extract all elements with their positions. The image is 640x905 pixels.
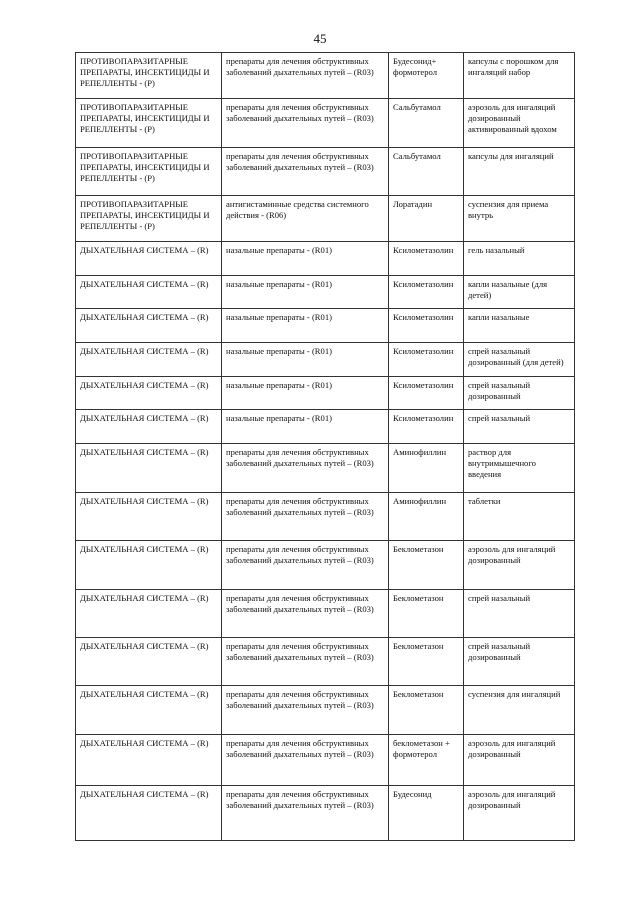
group-cell: ПРОТИВОПАРАЗИТАРНЫЕ ПРЕПАРАТЫ, ИНСЕКТИЦИДЫ И РЕПЕЛЛЕНТЫ - (P) <box>76 148 222 196</box>
substance-cell: Будесонид <box>389 786 464 841</box>
table-row <box>76 686 575 735</box>
substance-cell: Беклометазон <box>389 541 464 590</box>
form-cell: суспензия для ингаляций <box>464 686 575 735</box>
table-row <box>76 410 575 444</box>
group-cell: ПРОТИВОПАРАЗИТАРНЫЕ ПРЕПАРАТЫ, ИНСЕКТИЦИДЫ И РЕПЕЛЛЕНТЫ - (P) <box>76 99 222 148</box>
group-cell: ДЫХАТЕЛЬНАЯ СИСТЕМА – (R) <box>76 493 222 541</box>
subgroup-cell: назальные препараты - (R01) <box>222 309 389 343</box>
form-cell: гель назальный <box>464 242 575 276</box>
subgroup-cell: назальные препараты - (R01) <box>222 410 389 444</box>
substance-cell: Ксилометазолин <box>389 343 464 377</box>
subgroup-cell: препараты для лечения обструктивных заболеваний дыхательных путей – (R03) <box>222 444 389 493</box>
subgroup-cell: препараты для лечения обструктивных заболеваний дыхательных путей – (R03) <box>222 638 389 686</box>
table-row <box>76 541 575 590</box>
form-cell: капсулы с порошком для ингаляций набор <box>464 53 575 99</box>
substance-cell: Будесонид+ формотерол <box>389 53 464 99</box>
group-cell: ДЫХАТЕЛЬНАЯ СИСТЕМА – (R) <box>76 686 222 735</box>
form-cell: суспензия для приема внутрь <box>464 196 575 242</box>
table-row <box>76 148 575 196</box>
substance-cell: Беклометазон <box>389 686 464 735</box>
form-cell: капсулы для ингаляций <box>464 148 575 196</box>
table-row <box>76 444 575 493</box>
subgroup-cell: назальные препараты - (R01) <box>222 242 389 276</box>
substance-cell: Ксилометазолин <box>389 242 464 276</box>
drug-table <box>75 52 575 841</box>
table-row <box>76 786 575 841</box>
table-row <box>76 309 575 343</box>
substance-cell: Беклометазон <box>389 638 464 686</box>
subgroup-cell: препараты для лечения обструктивных заболеваний дыхательных путей – (R03) <box>222 53 389 99</box>
table-row <box>76 638 575 686</box>
group-cell: ДЫХАТЕЛЬНАЯ СИСТЕМА – (R) <box>76 444 222 493</box>
subgroup-cell: препараты для лечения обструктивных заболеваний дыхательных путей – (R03) <box>222 148 389 196</box>
substance-cell: Сальбутамол <box>389 148 464 196</box>
group-cell: ДЫХАТЕЛЬНАЯ СИСТЕМА – (R) <box>76 590 222 638</box>
group-cell: ДЫХАТЕЛЬНАЯ СИСТЕМА – (R) <box>76 309 222 343</box>
form-cell: аэрозоль для ингаляций дозированный <box>464 786 575 841</box>
table-row <box>76 99 575 148</box>
group-cell: ДЫХАТЕЛЬНАЯ СИСТЕМА – (R) <box>76 786 222 841</box>
group-cell: ДЫХАТЕЛЬНАЯ СИСТЕМА – (R) <box>76 541 222 590</box>
substance-cell: беклометазон + формотерол <box>389 735 464 786</box>
subgroup-cell: назальные препараты - (R01) <box>222 276 389 309</box>
subgroup-cell: препараты для лечения обструктивных заболеваний дыхательных путей – (R03) <box>222 541 389 590</box>
page-number: 45 <box>313 31 327 46</box>
form-cell: спрей назальный дозированный <box>464 638 575 686</box>
substance-cell: Беклометазон <box>389 590 464 638</box>
subgroup-cell: препараты для лечения обструктивных заболеваний дыхательных путей – (R03) <box>222 786 389 841</box>
form-cell: спрей назальный <box>464 590 575 638</box>
subgroup-cell: препараты для лечения обструктивных заболеваний дыхательных путей – (R03) <box>222 735 389 786</box>
form-cell: аэрозоль для ингаляций дозированный активированный вдохом <box>464 99 575 148</box>
group-cell: ДЫХАТЕЛЬНАЯ СИСТЕМА – (R) <box>76 377 222 410</box>
table-row <box>76 196 575 242</box>
group-cell: ДЫХАТЕЛЬНАЯ СИСТЕМА – (R) <box>76 343 222 377</box>
table-row <box>76 590 575 638</box>
form-cell: спрей назальный дозированный (для детей) <box>464 343 575 377</box>
subgroup-cell: назальные препараты - (R01) <box>222 343 389 377</box>
subgroup-cell: назальные препараты - (R01) <box>222 377 389 410</box>
group-cell: ДЫХАТЕЛЬНАЯ СИСТЕМА – (R) <box>76 410 222 444</box>
form-cell: аэрозоль для ингаляций дозированный <box>464 541 575 590</box>
form-cell: капли назальные (для детей) <box>464 276 575 309</box>
form-cell: спрей назальный <box>464 410 575 444</box>
substance-cell: Ксилометазолин <box>389 309 464 343</box>
table-row <box>76 377 575 410</box>
form-cell: аэрозоль для ингаляций дозированный <box>464 735 575 786</box>
group-cell: ПРОТИВОПАРАЗИТАРНЫЕ ПРЕПАРАТЫ, ИНСЕКТИЦИДЫ И РЕПЕЛЛЕНТЫ - (P) <box>76 53 222 99</box>
subgroup-cell: препараты для лечения обструктивных заболеваний дыхательных путей – (R03) <box>222 493 389 541</box>
group-cell: ПРОТИВОПАРАЗИТАРНЫЕ ПРЕПАРАТЫ, ИНСЕКТИЦИДЫ И РЕПЕЛЛЕНТЫ - (P) <box>76 196 222 242</box>
subgroup-cell: препараты для лечения обструктивных заболеваний дыхательных путей – (R03) <box>222 686 389 735</box>
table-row <box>76 53 575 99</box>
group-cell: ДЫХАТЕЛЬНАЯ СИСТЕМА – (R) <box>76 276 222 309</box>
substance-cell: Аминофиллин <box>389 493 464 541</box>
form-cell: капли назальные <box>464 309 575 343</box>
form-cell: таблетки <box>464 493 575 541</box>
subgroup-cell: препараты для лечения обструктивных заболеваний дыхательных путей – (R03) <box>222 590 389 638</box>
substance-cell: Ксилометазолин <box>389 410 464 444</box>
substance-cell: Аминофиллин <box>389 444 464 493</box>
substance-cell: Ксилометазолин <box>389 377 464 410</box>
subgroup-cell: препараты для лечения обструктивных заболеваний дыхательных путей – (R03) <box>222 99 389 148</box>
table-row <box>76 493 575 541</box>
group-cell: ДЫХАТЕЛЬНАЯ СИСТЕМА – (R) <box>76 242 222 276</box>
substance-cell: Ксилометазолин <box>389 276 464 309</box>
group-cell: ДЫХАТЕЛЬНАЯ СИСТЕМА – (R) <box>76 638 222 686</box>
group-cell: ДЫХАТЕЛЬНАЯ СИСТЕМА – (R) <box>76 735 222 786</box>
subgroup-cell: антигистаминные средства системного действия - (R06) <box>222 196 389 242</box>
form-cell: спрей назальный дозированный <box>464 377 575 410</box>
table-row <box>76 735 575 786</box>
substance-cell: Сальбутамол <box>389 99 464 148</box>
table-row <box>76 343 575 377</box>
table-row <box>76 242 575 276</box>
form-cell: раствор для внутримышечного введения <box>464 444 575 493</box>
table-row <box>76 276 575 309</box>
substance-cell: Лоратадин <box>389 196 464 242</box>
